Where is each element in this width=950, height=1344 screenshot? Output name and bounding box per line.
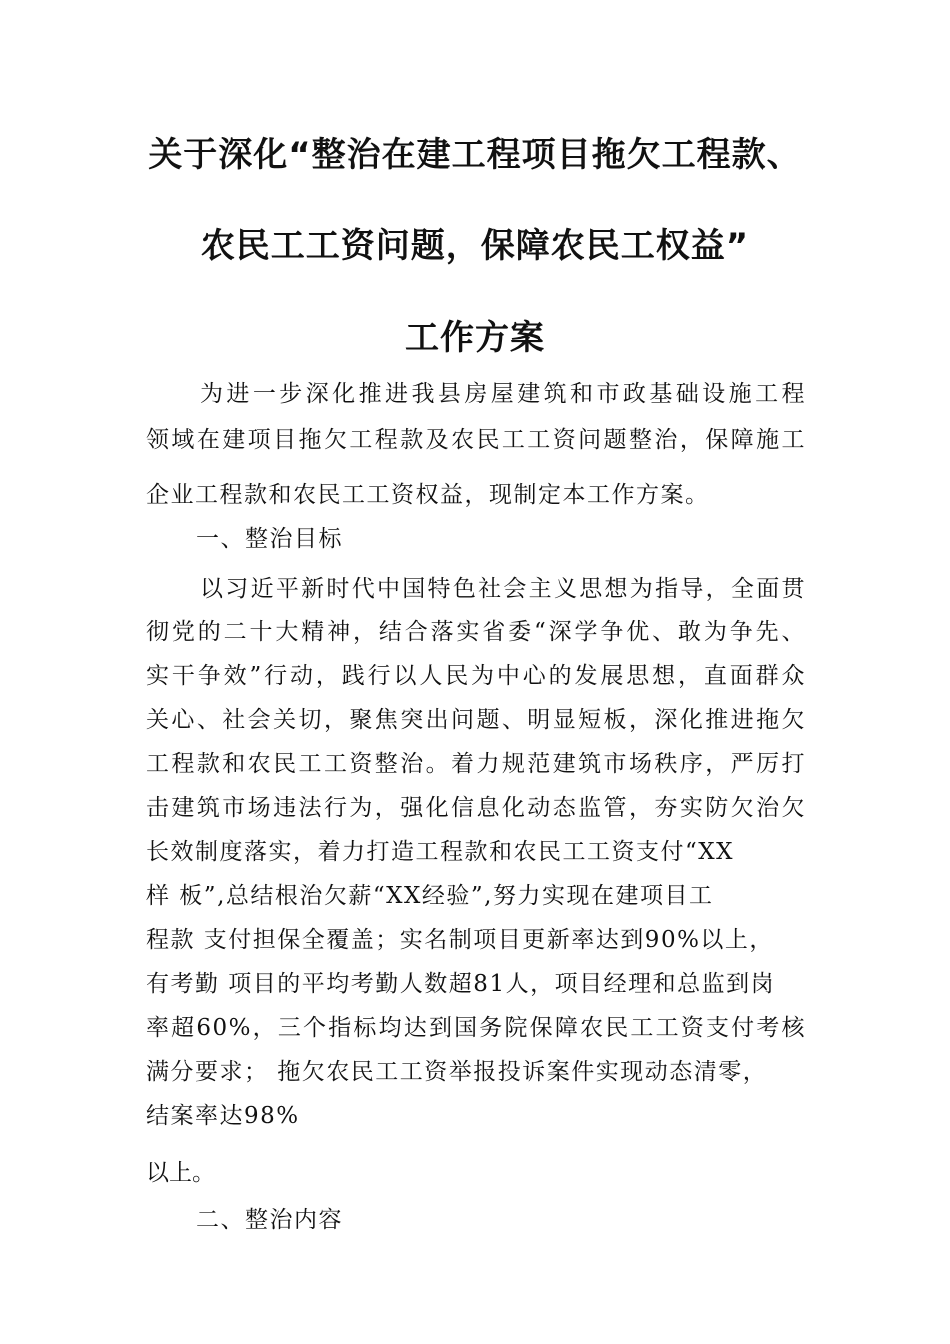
title-line-2: 农民工工资问题，保障农民工权益”: [200, 226, 750, 266]
section1-line-1: 以习近平新时代中国特色社会主义思想为指导，全面贯: [200, 576, 806, 602]
section1-line-4: 关心、社会关切，聚焦突出问题、明显短板，深化推进拖欠: [146, 707, 806, 733]
intro-line-1: 为进一步深化推进我县房屋建筑和市政基础设施工程: [200, 381, 806, 407]
section1-line-6: 击建筑市场违法行为，强化信息化动态监管，夯实防欠治欠: [146, 795, 806, 821]
section1-line-7: 长效制度落实，着力打造工程款和农民工工资支付“XX: [146, 839, 735, 865]
intro-line-3: 企业工程款和农民工工资权益，现制定本工作方案。: [146, 482, 710, 508]
section1-line-10: 有考勤 项目的平均考勤人数超81人，项目经理和总监到岗: [146, 971, 776, 997]
title-line-3: 工作方案: [405, 318, 545, 358]
section1-line-8: 样 板”,总结根治欠薪“XX经验”,努力实现在建项目工: [146, 883, 714, 909]
section1-line-12: 满分要求； 拖欠农民工工资举报投诉案件实现动态清零，: [146, 1059, 768, 1085]
section1-line-9: 程款 支付担保全覆盖；实名制项目更新率达到90%以上，: [146, 927, 774, 953]
section1-line-5: 工程款和农民工工资整治。着力规范建筑市场秩序，严厉打: [146, 751, 806, 777]
intro-line-2: 领域在建项目拖欠工程款及农民工工资问题整治，保障施工: [146, 427, 806, 453]
section1-line-2: 彻党的二十大精神，结合落实省委“深学争优、敢为争先、: [146, 619, 806, 645]
section-heading-2: 二、整治内容: [196, 1207, 343, 1233]
title-line-1: 关于深化“整治在建工程项目拖欠工程款、: [148, 135, 802, 175]
section1-tail: 以上。: [146, 1160, 215, 1186]
section1-line-3: 实干争效”行动，践行以人民为中心的发展思想，直面群众: [146, 663, 806, 689]
section1-line-13: 结案率达98%: [146, 1103, 300, 1129]
section-heading-1: 一、整治目标: [196, 526, 343, 552]
section1-line-11: 率超60%，三个指标均达到国务院保障农民工工资支付考核: [146, 1015, 806, 1041]
